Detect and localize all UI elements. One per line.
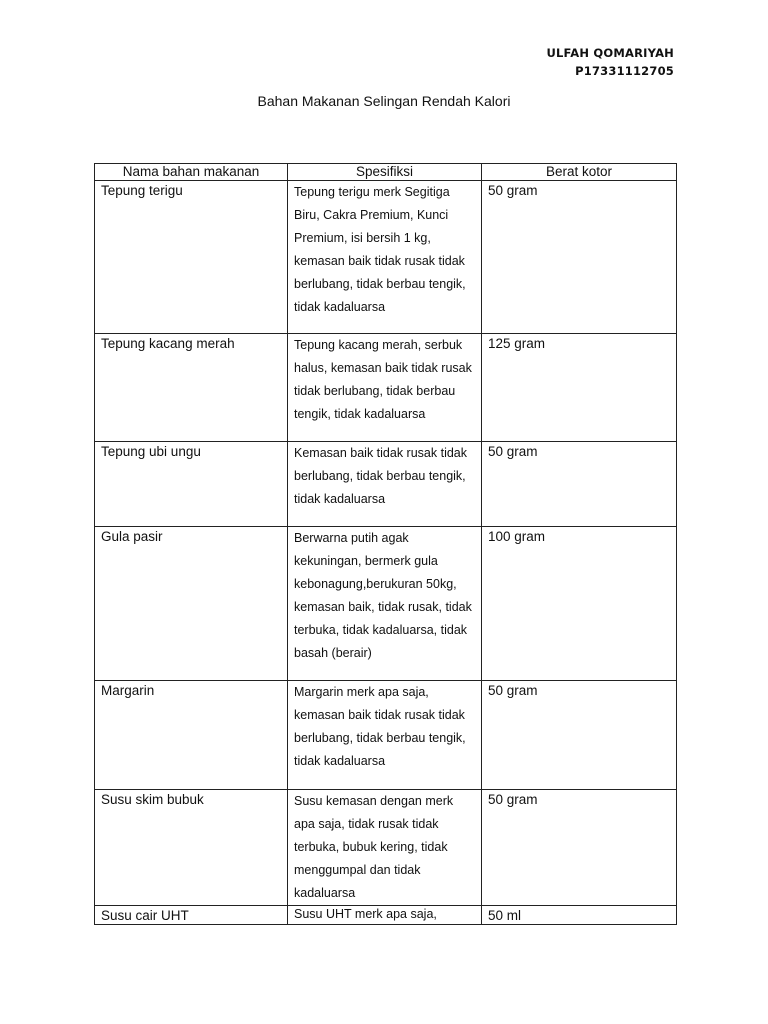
cell-weight xyxy=(482,527,677,681)
cell-weight xyxy=(482,181,677,334)
cell-name xyxy=(95,790,288,906)
ingredient-name: Gula pasir xyxy=(101,529,163,544)
table-row xyxy=(95,527,677,681)
cell-spec xyxy=(288,906,482,925)
table-row xyxy=(95,442,677,527)
ingredient-weight: 50 gram xyxy=(488,183,538,198)
ingredient-name: Susu cair UHT xyxy=(101,908,189,923)
table-row xyxy=(95,181,677,334)
ingredient-name: Susu skim bubuk xyxy=(101,792,204,807)
table-header-row xyxy=(95,164,677,181)
cell-name xyxy=(95,334,288,442)
cell-name xyxy=(95,906,288,925)
header-name: Nama bahan makanan xyxy=(95,164,288,181)
ingredient-weight: 50 gram xyxy=(488,444,538,459)
header-weight: Berat kotor xyxy=(482,164,677,181)
ingredient-spec: Susu kemasan dengan merk apa saja, tidak rusak tidak terbuka, bubuk kering, tidak menggumpal dan tidak kadaluarsa xyxy=(294,794,454,900)
cell-name xyxy=(95,442,288,527)
cell-name xyxy=(95,527,288,681)
cell-spec xyxy=(288,527,482,681)
cell-spec xyxy=(288,790,482,906)
cell-weight xyxy=(482,906,677,925)
ingredients-table xyxy=(94,163,677,925)
author-name: ULFAH QOMARIYAH xyxy=(546,46,674,60)
table-row xyxy=(95,906,677,925)
ingredient-spec: Tepung terigu merk Segitiga Biru, Cakra Premium, Kunci Premium, isi bersih 1 kg, kemasan baik tidak rusak tidak berlubang, tidak berbau tengik, tidak kadaluarsa xyxy=(294,185,466,314)
ingredient-weight: 50 ml xyxy=(488,908,522,923)
cell-name xyxy=(95,181,288,334)
table-row xyxy=(95,681,677,790)
ingredient-spec: Berwarna putih agak kekuningan, bermerk gula kebonagung,berukuran 50kg, kemasan baik, tidak rusak, tidak terbuka, tidak kadaluarsa, tidak basah (berair) xyxy=(294,531,472,660)
cell-weight xyxy=(482,442,677,527)
ingredient-spec: Susu UHT merk apa saja, xyxy=(294,907,437,921)
cell-weight xyxy=(482,334,677,442)
ingredient-spec: Kemasan baik tidak rusak tidak berlubang, tidak berbau tengik, tidak kadaluarsa xyxy=(294,446,468,506)
ingredient-spec: Margarin merk apa saja, kemasan baik tidak rusak tidak berlubang, tidak berbau tengik, tidak kadaluarsa xyxy=(294,685,466,768)
ingredient-name: Tepung terigu xyxy=(101,183,183,198)
header-spec: Spesifiksi xyxy=(288,164,482,181)
cell-spec xyxy=(288,681,482,790)
cell-name xyxy=(95,681,288,790)
cell-weight xyxy=(482,681,677,790)
ingredient-spec: Tepung kacang merah, serbuk halus, kemasan baik tidak rusak tidak berlubang, tidak berbau tengik, tidak kadaluarsa xyxy=(294,338,472,421)
table-row xyxy=(95,334,677,442)
ingredient-weight: 50 gram xyxy=(488,683,538,698)
cell-spec xyxy=(288,181,482,334)
ingredient-name: Tepung ubi ungu xyxy=(101,444,201,459)
author-id: P17331112705 xyxy=(575,64,674,78)
ingredient-weight: 50 gram xyxy=(488,792,538,807)
cell-weight xyxy=(482,790,677,906)
table-row xyxy=(95,790,677,906)
ingredient-name: Tepung kacang merah xyxy=(101,336,235,351)
document-title: Bahan Makanan Selingan Rendah Kalori xyxy=(257,93,511,109)
cell-spec xyxy=(288,442,482,527)
author-block xyxy=(546,44,674,80)
ingredient-name: Margarin xyxy=(101,683,155,698)
cell-spec xyxy=(288,334,482,442)
ingredient-weight: 125 gram xyxy=(488,336,546,351)
ingredient-weight: 100 gram xyxy=(488,529,546,544)
